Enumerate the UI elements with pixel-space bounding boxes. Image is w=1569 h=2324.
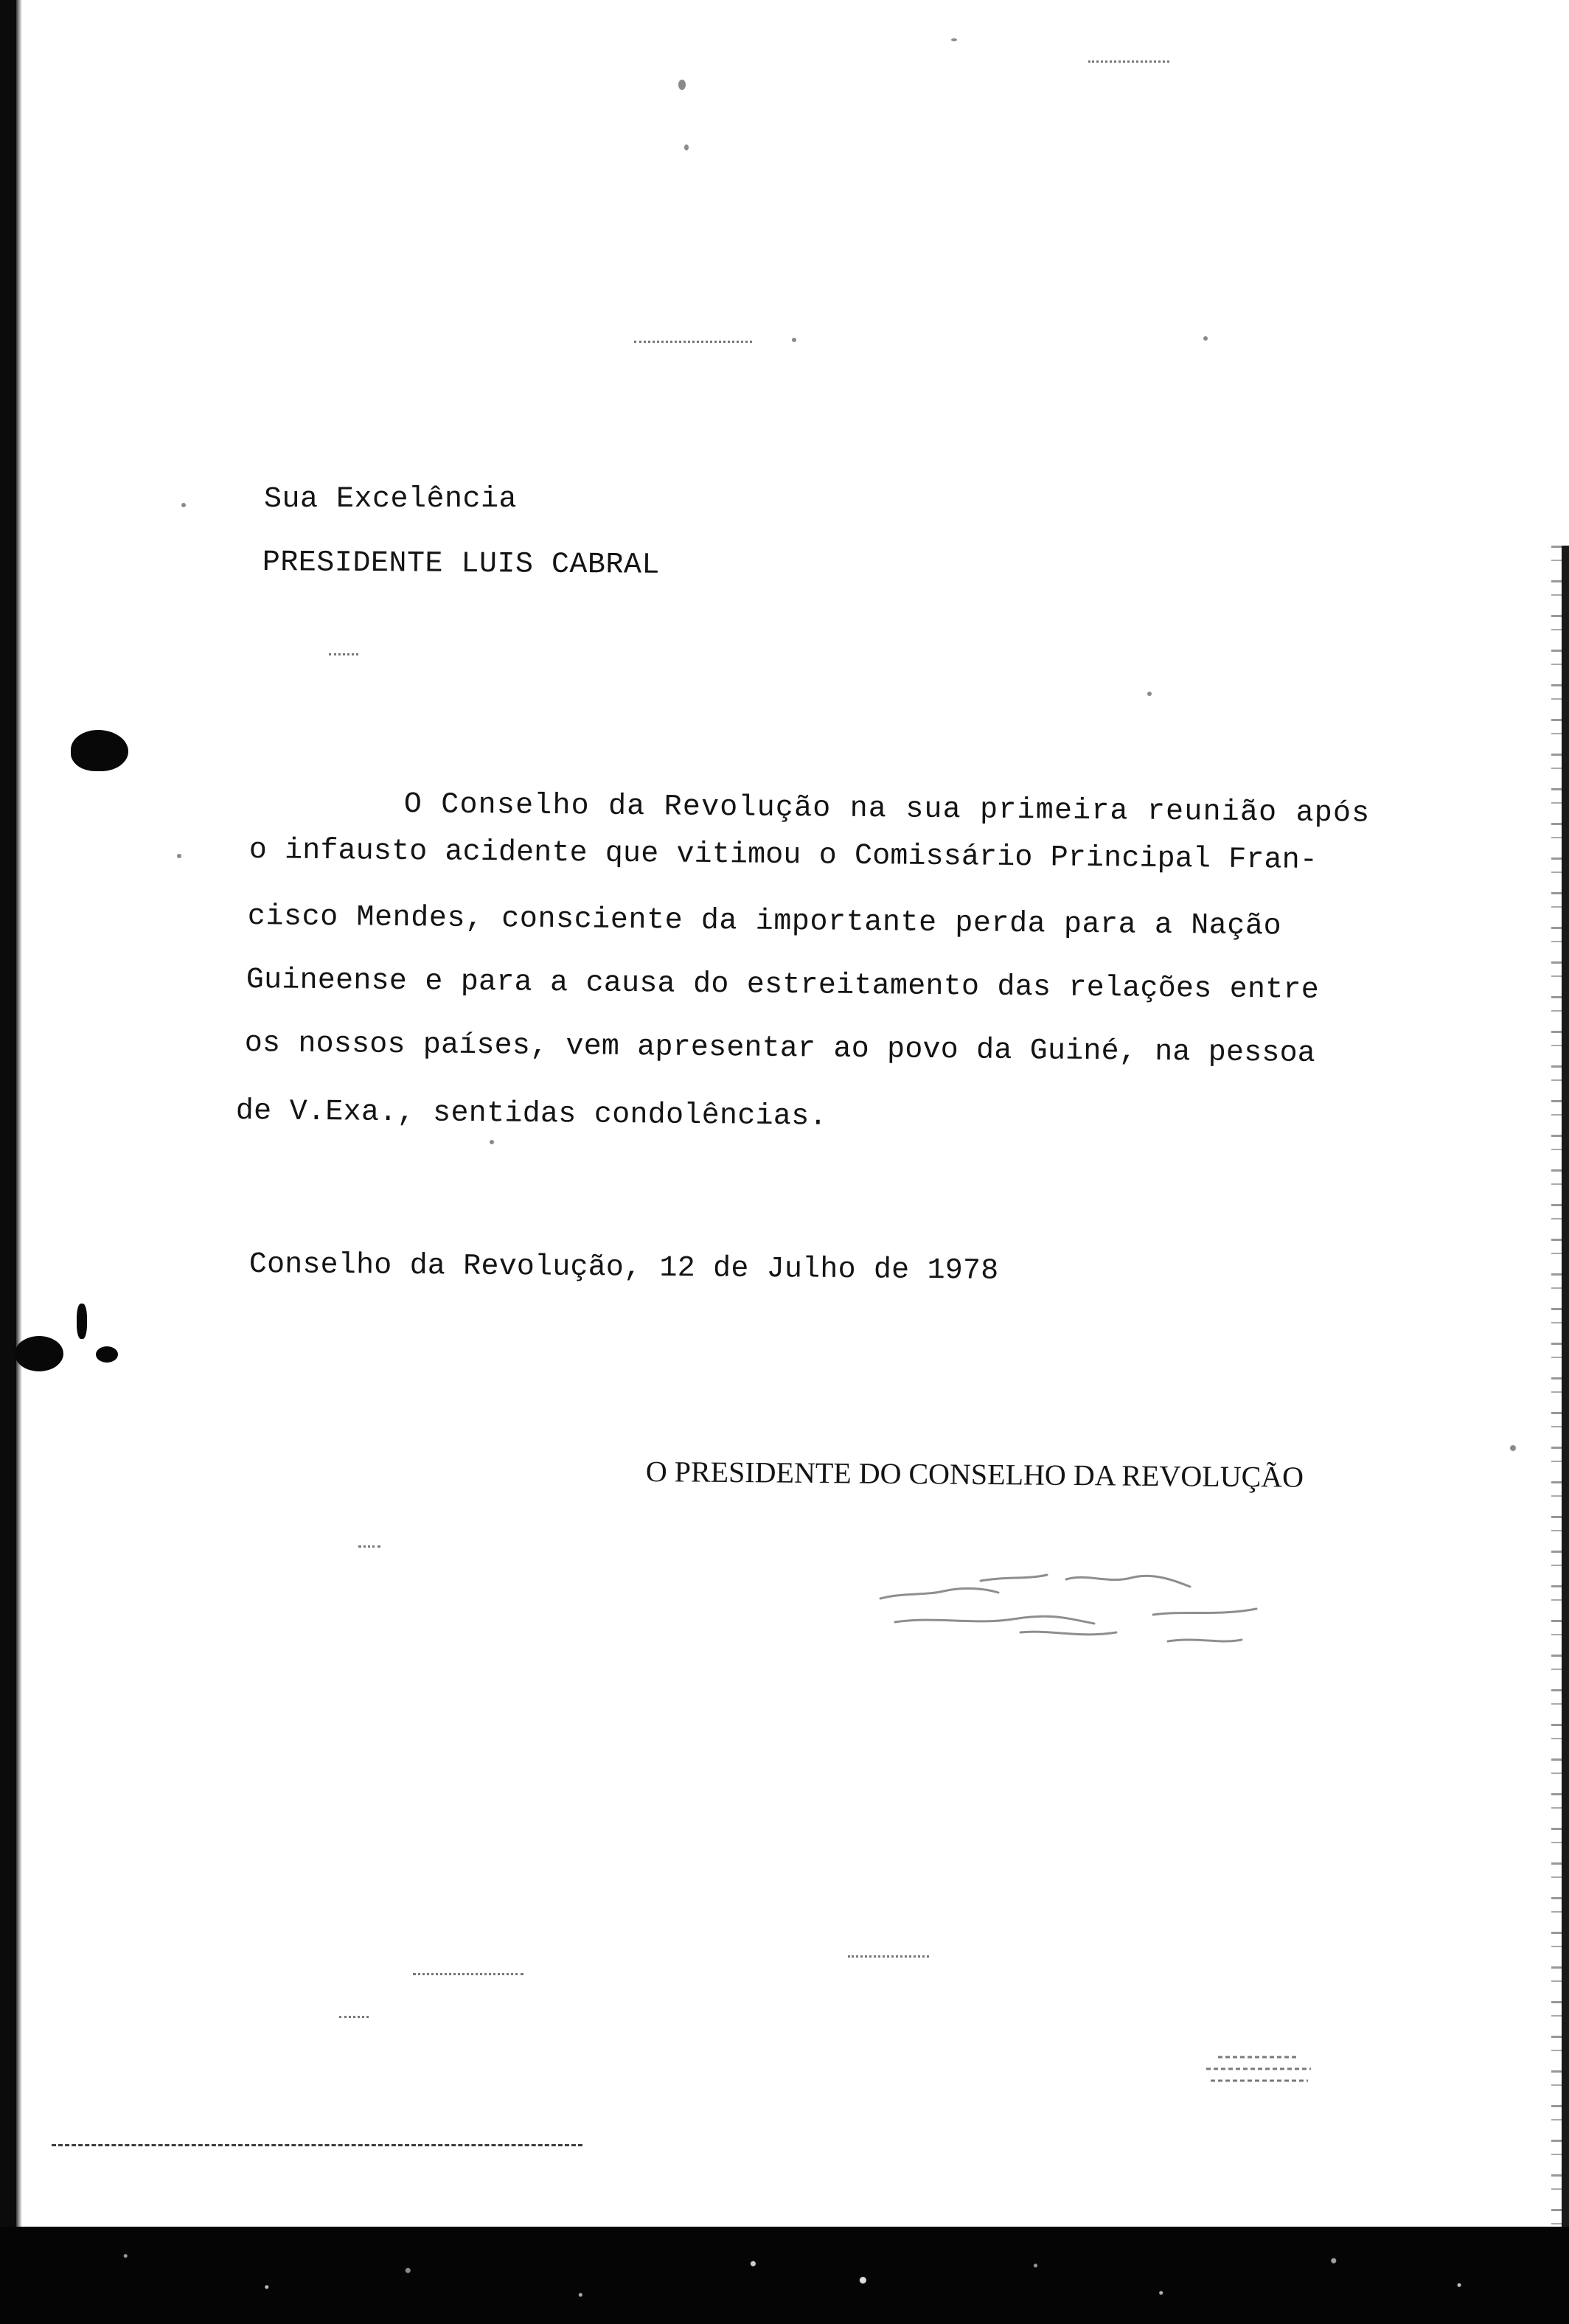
signature-stroke	[1168, 1640, 1242, 1641]
scan-smudge	[329, 653, 358, 655]
body-line: cisco Mendes, consciente da importante perda para a Nação	[247, 900, 1282, 944]
scan-smudge	[358, 1545, 380, 1548]
salutation: Sua Excelência	[264, 483, 518, 516]
signature-stroke	[895, 1616, 1094, 1624]
scan-speck	[1147, 692, 1152, 696]
scan-speck	[490, 1140, 494, 1144]
scan-speck	[177, 854, 181, 858]
place-date: Conselho da Revolução, 12 de Julho de 1978	[248, 1248, 999, 1288]
signature-stroke	[880, 1588, 998, 1598]
scan-speck	[792, 338, 796, 342]
body-line: o infausto acidente que vitimou o Comissário Principal Fran-	[248, 834, 1318, 877]
scan-speck	[951, 38, 957, 41]
scan-speck	[684, 145, 689, 150]
scan-smudge	[634, 341, 752, 343]
scan-speck	[678, 80, 686, 90]
bottom-dashed-line	[52, 2144, 582, 2146]
hole-punch-lower-mark	[77, 1304, 87, 1339]
scan-edge-right	[1562, 546, 1569, 2241]
signature-stroke	[981, 1575, 1047, 1581]
scan-smudge	[339, 2016, 369, 2018]
hole-punch-upper	[71, 730, 128, 771]
scan-smudge	[413, 1973, 523, 1975]
body-line: de V.Exa., sentidas condolências.	[235, 1095, 828, 1134]
scan-edge-left-shadow	[16, 0, 22, 2324]
scan-speck	[181, 503, 186, 507]
scan-smudge	[1088, 60, 1169, 63]
body-line: Guineense e para a causa do estreitamento das relações entre	[246, 964, 1320, 1007]
recipient: PRESIDENTE LUIS CABRAL	[262, 546, 661, 582]
signature-stroke	[1153, 1609, 1256, 1615]
body-line: os nossos países, vem apresentar ao povo da Guiné, na pessoa	[244, 1027, 1316, 1071]
scan-speck	[1203, 336, 1208, 341]
signature-stroke	[1020, 1632, 1116, 1635]
signature-stroke	[1066, 1576, 1190, 1587]
scan-edge-bottom-noise	[0, 2227, 1569, 2324]
hole-punch-lower-blot	[96, 1346, 118, 1363]
scan-smudge	[848, 1955, 929, 1958]
sender-title: O PRESIDENTE DO CONSELHO DA REVOLUÇÃO	[645, 1455, 1304, 1494]
scan-edge-left	[0, 0, 16, 2324]
faded-signature	[873, 1570, 1286, 1659]
scan-speck	[1510, 1445, 1516, 1451]
faded-stamp-mark	[1200, 2050, 1318, 2091]
body-line: O Conselho da Revolução na sua primeira reunião após	[403, 788, 1371, 831]
scan-edge-right-noise	[1551, 546, 1562, 2241]
hole-punch-lower	[15, 1336, 63, 1371]
